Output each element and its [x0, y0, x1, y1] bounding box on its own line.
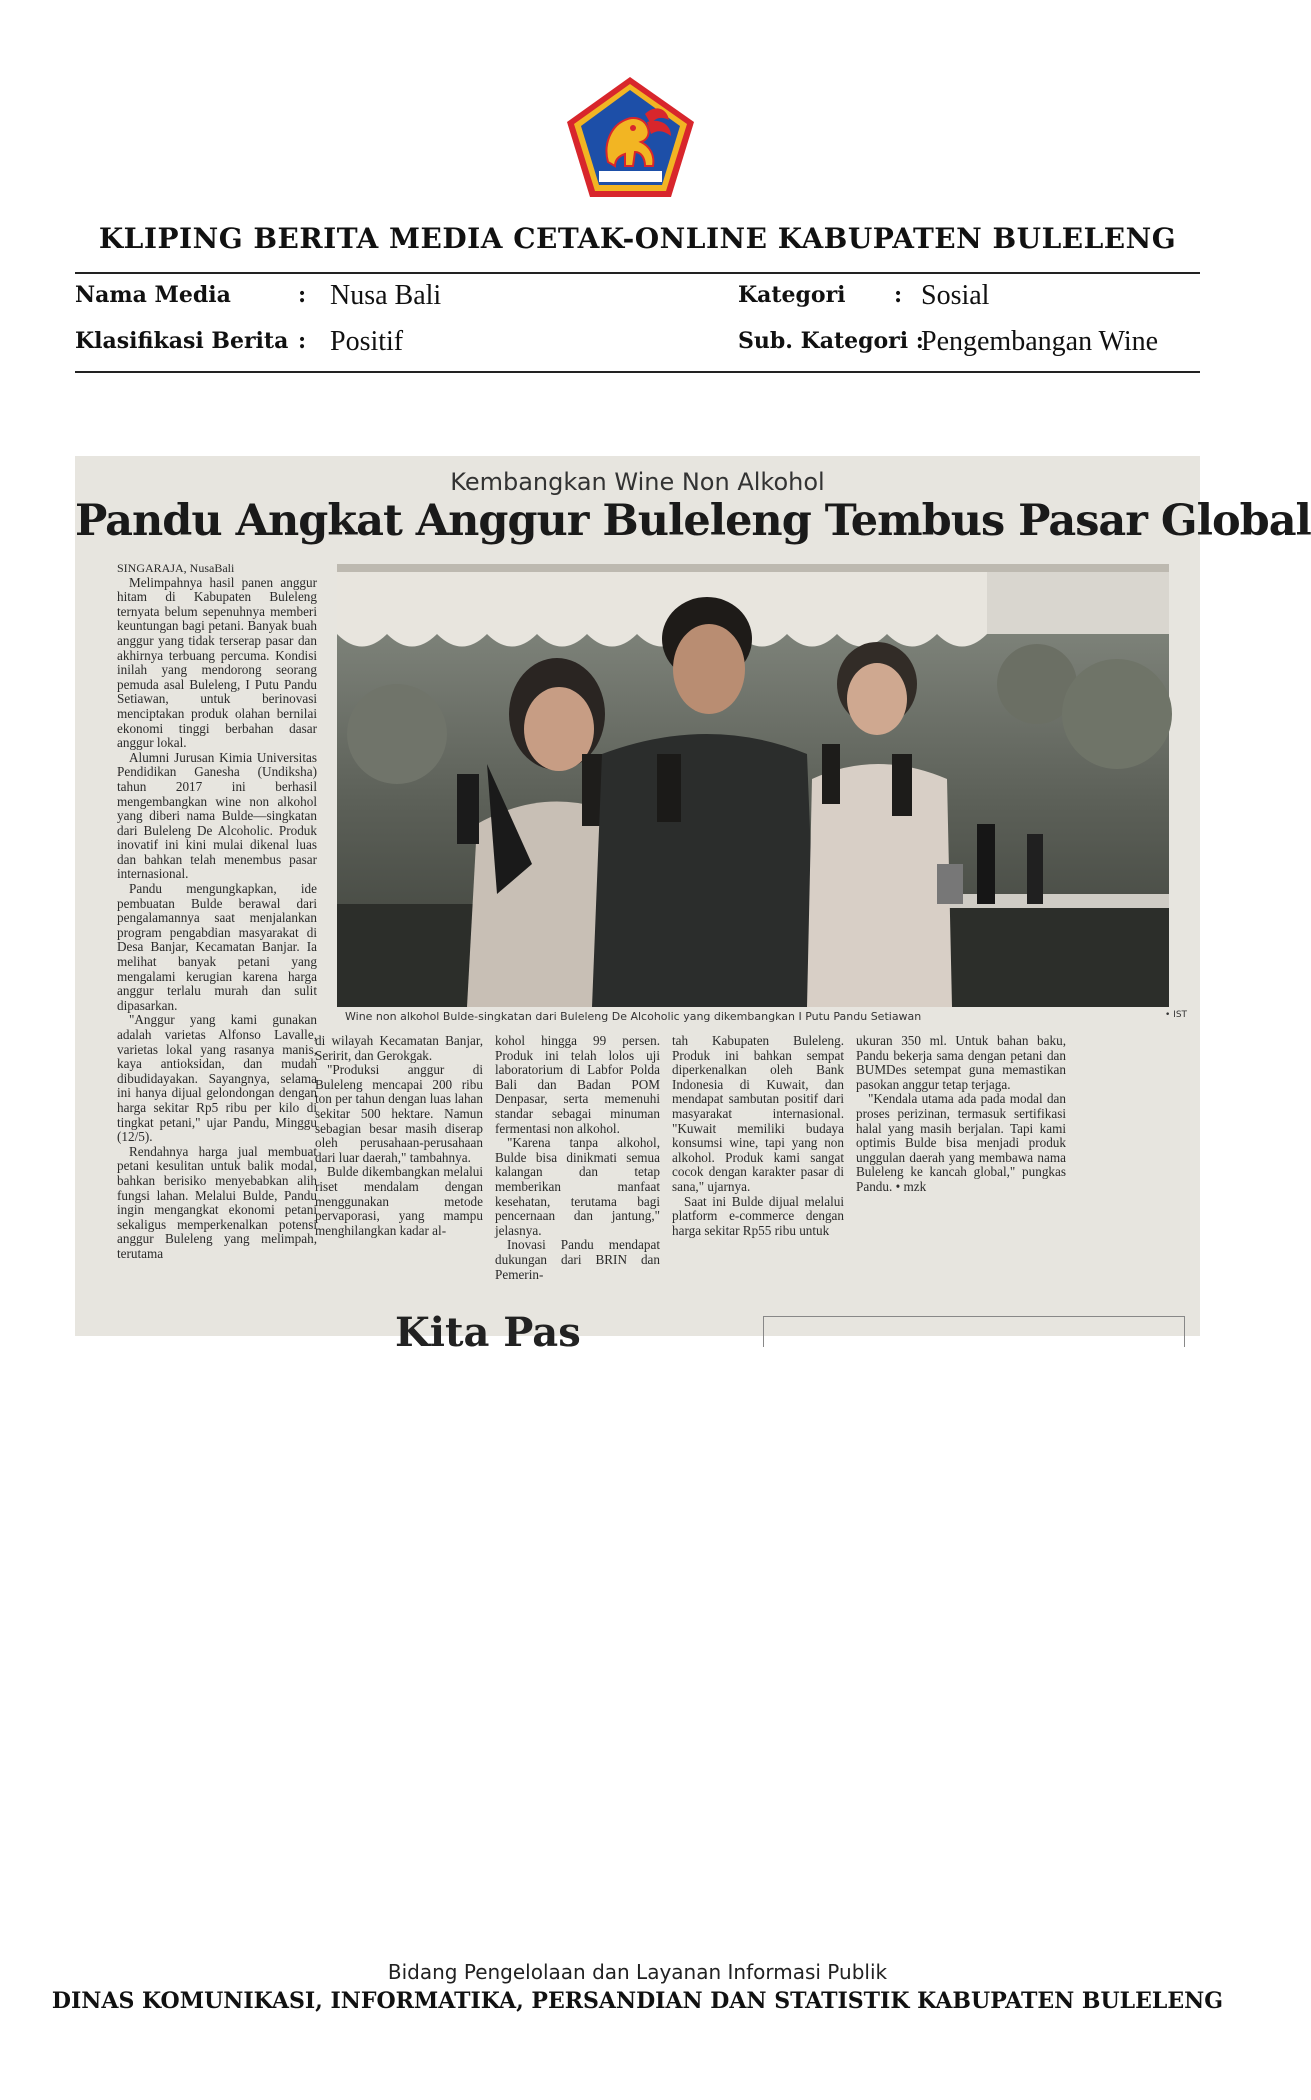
- subcategory-label: Sub. Kategori :: [738, 328, 924, 354]
- paragraph: Pandu mengungkapkan, ide pembuatan Bulde berawal dari pengalamannya saat menjalankan program pengabdian masyarakat di Desa Banjar, Kecamatan Banjar. Ia melihat banyak petani yang mengalami kerugian karena harga anggur terlalu murah dan sulit dipasarkan.: [117, 881, 317, 1013]
- next-article-headline-fragment: Kita Pas: [395, 1309, 581, 1356]
- classification-label: Klasifikasi Berita: [75, 328, 289, 354]
- classification-colon: :: [298, 328, 307, 354]
- category-value: Sosial: [921, 280, 990, 311]
- header-rule-top: [75, 272, 1200, 274]
- paragraph: Bulde dikembangkan melalui riset mendalam dengan menggunakan metode pervaporasi, yang mampu menghilangkan kadar al-: [315, 1164, 483, 1238]
- paragraph: "Produksi anggur di Buleleng mencapai 200 ribu ton per tahun dengan luas lahan sekitar 500 hektare. Namun sebagian besar masih diserap oleh perusahaan-perusahaan dari luar daerah," tambahnya.: [315, 1062, 483, 1165]
- subcategory-value: Pengembangan Wine: [921, 326, 1159, 357]
- news-clipping: [75, 456, 1311, 1356]
- paragraph: di wilayah Kecamatan Banjar, Seririt, dan Gerokgak.: [315, 1033, 483, 1063]
- article-dateline: SINGARAJA, NusaBali: [117, 561, 235, 575]
- header-rule-bottom: [75, 371, 1200, 373]
- paragraph: "Karena tanpa alkohol, Bulde bisa dinikmati semua kalangan dan tetap memberikan manfaat kesehatan, terutama bagi pencernaan dan jantung," jelasnya.: [495, 1135, 660, 1238]
- paragraph: Saat ini Bulde dijual melalui platform e-commerce dengan harga sekitar Rp55 ribu untuk: [672, 1193, 844, 1238]
- paragraph: "Kendala utama ada pada modal dan proses perizinan, termasuk sertifikasi halal yang masih berjalan. Tapi kami optimis Bulde bisa menjadi produk unggulan daerah yang membawa nama Buleleng ke kancah global," pungkas Pandu. • mzk: [856, 1091, 1066, 1194]
- category-label: Kategori: [738, 282, 846, 308]
- media-name-value: Nusa Bali: [330, 280, 442, 311]
- media-name-colon: :: [298, 282, 307, 308]
- footer-unit: Bidang Pengelolaan dan Layanan Informasi Publik: [387, 1960, 888, 1984]
- article-column-5: [856, 1034, 1066, 1304]
- article-column-4: [672, 1034, 844, 1304]
- paragraph: Melimpahnya hasil panen anggur hitam di Kabupaten Buleleng ternyata belum sepenuhnya memberi keuntungan bagi petani. Banyak buah anggur yang tidak terserap pasar dan akhirnya terbuang percuma. Kondisi inilah yang mendorong seorang pemuda asal Buleleng, I Putu Pandu Setiawan, untuk berinovasi menciptakan produk olahan bernilai ekonomi tinggi berbahan dasar anggur lokal.: [117, 574, 317, 751]
- photo-caption: Wine non alkohol Bulde-singkatan dari Buleleng De Alcoholic yang dikembangkan I Putu Pandu Setiawan: [345, 1010, 922, 1023]
- category-colon: :: [894, 282, 903, 308]
- paragraph: "Anggur yang kami gunakan adalah varietas Alfonso Lavalle, varietas lokal yang rasanya manis, kaya antioksidan, dan mudah dibudidayakan. Sayangnya, selama ini hanya dijual gelondongan dengan harga sekitar Rp5 ribu per kilo di tingkat petani," ujar Pandu, Minggu (12/5).: [117, 1012, 317, 1145]
- article-kicker: Kembangkan Wine Non Alkohol: [450, 468, 825, 496]
- classification-value: Positif: [330, 326, 404, 357]
- media-name-label: Nama Media: [75, 282, 231, 308]
- paragraph: tah Kabupaten Buleleng. Produk ini bahkan sempat diperkenalkan oleh Bank Indonesia di Kuwait, dan mendapat sambutan positif dari masyarakat internasional. "Kuwait memiliki budaya konsumsi wine, tapi yang non alkohol. Produk kami sangat cocok dengan karakter pasar di sana," ujarnya.: [672, 1033, 844, 1194]
- article-headline: Pandu Angkat Anggur Buleleng Tembus Pasar Global: [75, 496, 1311, 546]
- footer-department: DINAS KOMUNIKASI, INFORMATIKA, PERSANDIAN DAN STATISTIK KABUPATEN BULELENG: [51, 1988, 1224, 2014]
- article-column-3: [495, 1034, 660, 1304]
- paragraph: Alumni Jurusan Kimia Universitas Pendidikan Ganesha (Undiksha) tahun 2017 ini berhasil mengembangkan wine non alkohol yang diberi nama Bulde—singkatan dari Buleleng De Alcoholic. Produk inovatif ini kini mulai dikenal luas dan bahkan telah menembus pasar internasional.: [117, 749, 317, 882]
- next-article-box: [763, 1316, 1185, 1347]
- paragraph: Inovasi Pandu mendapat dukungan dari BRIN dan Pemerin-: [495, 1237, 660, 1282]
- buleleng-regency-logo: [563, 74, 698, 200]
- paragraph: Rendahnya harga jual membuat petani kesulitan untuk balik modal, bahkan berisiko menyebabkan alih fungsi lahan. Melalui Bulde, Pandu ingin mengangkat ekonomi petani sekaligus memperkenalkan potensi anggur Buleleng yang melimpah, terutama: [117, 1143, 317, 1261]
- article-photo: [337, 564, 1169, 1007]
- article-column-2: [315, 1034, 483, 1304]
- article-column-1: [117, 561, 317, 1261]
- paragraph: kohol hingga 99 persen. Produk ini telah lolos uji laboratorium di Labfor Polda Bali dan Badan POM Denpasar, serta memenuhi standar sebagai minuman fermentasi non alkohol.: [495, 1033, 660, 1136]
- document-title: KLIPING BERITA MEDIA CETAK-ONLINE KABUPATEN BULELENG: [98, 222, 1177, 255]
- photo-credit: • IST: [1165, 1010, 1188, 1020]
- paragraph: ukuran 350 ml. Untuk bahan baku, Pandu bekerja sama dengan petani dan BUMDes setempat guna memastikan pasokan anggur tetap terjaga.: [856, 1033, 1066, 1092]
